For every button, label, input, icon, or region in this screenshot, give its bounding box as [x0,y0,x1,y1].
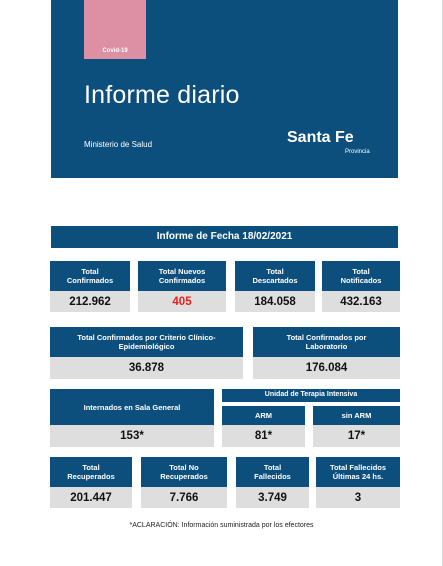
total-fallecidos-label: Total Fallecidos [236,457,309,487]
footnote: *ACLARACIÓN: Información suministrada por los efectores [129,522,314,529]
arm-value: 81* [222,425,305,447]
total-confirmados-label: Total Confirmados [50,261,130,291]
total-descartados-value: 184.058 [235,291,315,312]
confirmados-laboratorio-label: Total Confirmados por Laboratorio [253,327,400,357]
page-title: Informe diario [84,81,240,109]
total-confirmados-value: 212.962 [50,291,130,312]
brand-subtitle: Provincia [345,149,370,155]
total-nuevos-confirmados-value: 405 [138,291,226,312]
total-no-recuperados-value: 7.766 [141,487,227,508]
fallecidos-24hs-label: Total Fallecidos Últimas 24 hs. [316,457,400,487]
confirmados-criterio-clinico-label: Total Confirmados por Criterio Clínico-Epidemiológico [50,327,243,357]
report-date-bar: Informe de Fecha 18/02/2021 [51,226,398,248]
ministry-label: Ministerio de Salud [84,140,153,149]
total-recuperados-value: 201.447 [50,487,132,508]
covid-badge-label: Covid-19 [102,48,128,54]
total-notificados-value: 432.163 [322,291,400,312]
confirmados-criterio-clinico-value: 36.878 [50,357,243,379]
internados-sala-general-value: 153* [50,425,214,447]
total-descartados-label: Total Descartados [235,261,315,291]
total-nuevos-confirmados-label: Total Nuevos Confirmados [138,261,226,291]
sin-arm-value: 17* [313,425,400,447]
confirmados-laboratorio-value: 176.084 [253,357,400,379]
total-fallecidos-value: 3.749 [236,487,309,508]
uti-header: Unidad de Terapia Intensiva [222,389,400,402]
total-recuperados-label: Total Recuperados [50,457,132,487]
internados-sala-general-label: Internados en Sala General [50,389,214,425]
brand-logo-text: Santa Fe [287,129,354,146]
header-banner [51,0,398,178]
sin-arm-label: sin ARM [313,406,400,425]
arm-label: ARM [222,406,305,425]
total-notificados-label: Total Notificados [322,261,400,291]
covid-badge [84,0,146,59]
fallecidos-24hs-value: 3 [316,487,400,508]
total-no-recuperados-label: Total No Recuperados [141,457,227,487]
